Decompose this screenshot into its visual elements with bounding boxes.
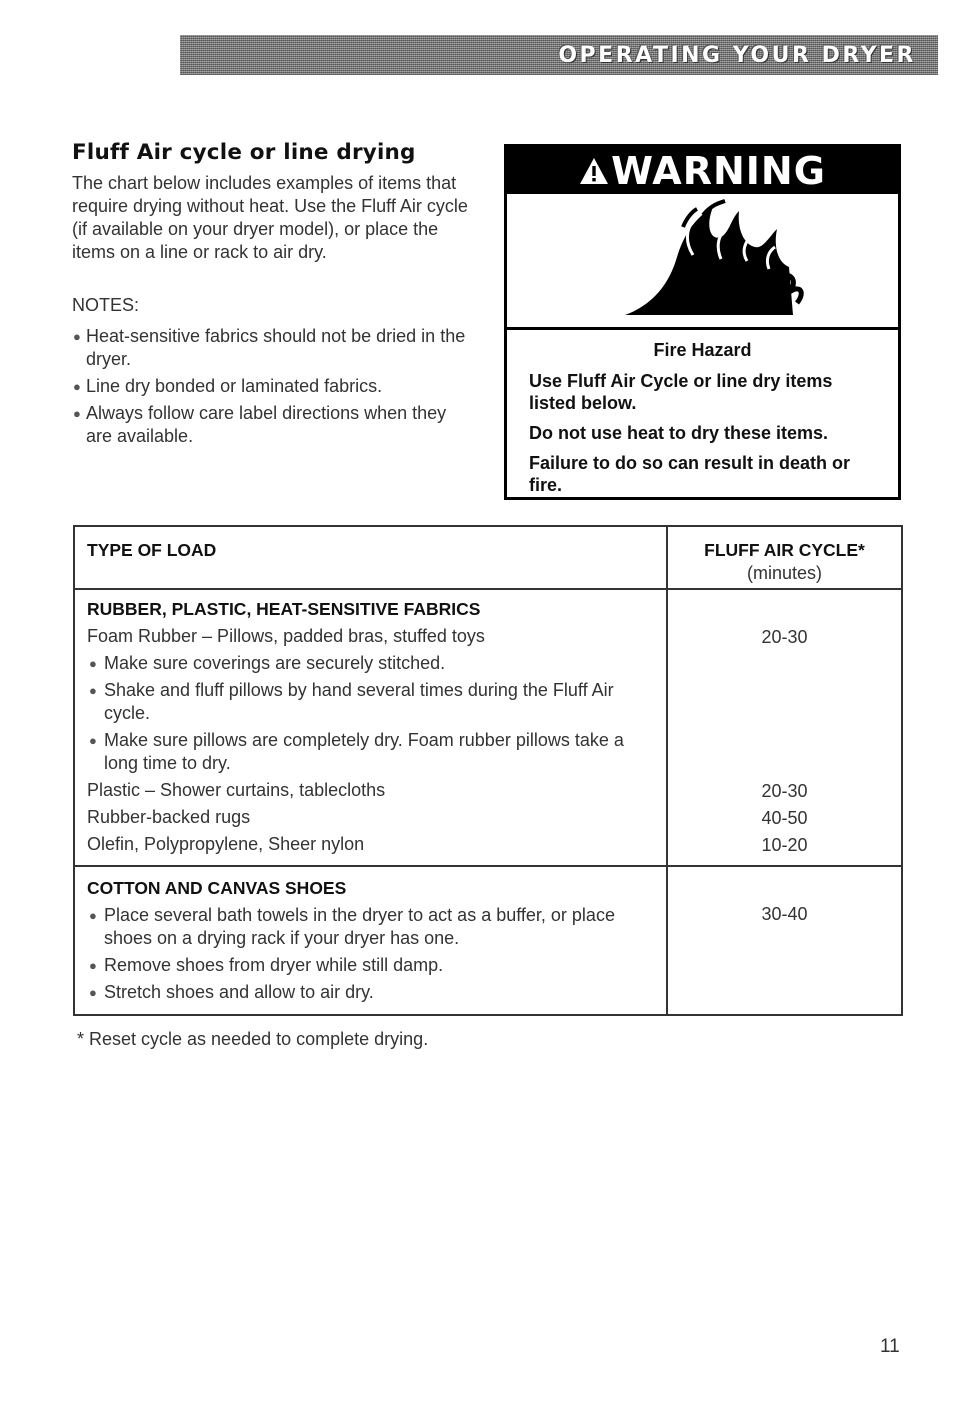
bullet-icon: ● bbox=[89, 958, 97, 973]
header-cell-type bbox=[75, 527, 667, 589]
load-item: Rubber-backed rugs bbox=[87, 807, 251, 827]
group-title: COTTON AND CANVAS SHOES bbox=[87, 878, 347, 898]
notes-label: NOTES: bbox=[72, 295, 140, 315]
warning-title: WARNING bbox=[611, 148, 826, 193]
minutes-value: 20-30 bbox=[761, 781, 808, 801]
load-cell bbox=[75, 866, 667, 1014]
load-item: Plastic – Shower curtains, tablecloths bbox=[87, 780, 386, 800]
minutes-value: 10-20 bbox=[761, 835, 808, 855]
note-text: Heat-sensitive fabrics should not be dried in the dryer. bbox=[86, 326, 466, 369]
table-header-row bbox=[75, 527, 901, 589]
column-header: TYPE OF LOAD bbox=[87, 540, 217, 560]
bullet-icon: ● bbox=[89, 656, 97, 671]
divider bbox=[507, 327, 898, 330]
bullet-icon: ● bbox=[73, 379, 81, 394]
list-item bbox=[87, 954, 656, 977]
list-item-text: Stretch shoes and allow to air dry. bbox=[104, 982, 374, 1002]
bullet-icon: ● bbox=[89, 985, 97, 1000]
bullet-icon: ● bbox=[89, 908, 97, 923]
page-number: 11 bbox=[880, 1336, 900, 1357]
hazard-line: Do not use heat to dry these items. bbox=[529, 423, 829, 443]
minutes-value: 30-40 bbox=[761, 904, 808, 924]
bullet-icon: ● bbox=[73, 329, 81, 344]
fire-hazard-icon bbox=[507, 197, 898, 327]
table-row bbox=[75, 866, 901, 1014]
column-header: FLUFF AIR CYCLE* bbox=[704, 540, 865, 560]
drying-chart-table bbox=[73, 525, 903, 1016]
hazard-image-area bbox=[507, 194, 898, 327]
bullet-icon: ● bbox=[73, 406, 81, 421]
warning-box bbox=[504, 144, 901, 500]
list-item bbox=[87, 679, 656, 725]
bullet-icon: ● bbox=[89, 733, 97, 748]
load-cell bbox=[75, 589, 667, 866]
list-item bbox=[87, 652, 656, 675]
hazard-line: Use Fluff Air Cycle or line dry items listed below. bbox=[529, 371, 833, 413]
minutes-cell bbox=[667, 866, 901, 1014]
bullet-icon: ● bbox=[89, 683, 97, 698]
note-text: Line dry bonded or laminated fabrics. bbox=[86, 376, 383, 396]
section-banner bbox=[180, 35, 938, 75]
list-item-text: Make sure pillows are completely dry. Foam rubber pillows take a long time to dry. bbox=[104, 730, 624, 773]
note-text: Always follow care label directions when they are available. bbox=[86, 403, 447, 446]
hazard-title: Fire Hazard bbox=[653, 340, 752, 360]
hazard-line: Failure to do so can result in death or fire. bbox=[529, 453, 851, 495]
minutes-value: 40-50 bbox=[761, 808, 808, 828]
warning-header bbox=[507, 147, 898, 194]
warning-triangle-icon bbox=[579, 157, 609, 185]
group-title: RUBBER, PLASTIC, HEAT-SENSITIVE FABRICS bbox=[87, 599, 481, 619]
list-item-text: Shake and fluff pillows by hand several times during the Fluff Air cycle. bbox=[104, 680, 614, 723]
load-item: Foam Rubber – Pillows, padded bras, stuffed toys bbox=[87, 626, 485, 646]
header-cell-minutes bbox=[667, 527, 901, 589]
minutes-cell bbox=[667, 589, 901, 866]
banner-title: OPERATING YOUR DRYER bbox=[558, 42, 916, 68]
list-item-text: Place several bath towels in the dryer to act as a buffer, or place shoes on a drying rack if your dryer has one. bbox=[104, 905, 615, 948]
note-item bbox=[73, 402, 466, 448]
table-row bbox=[75, 589, 901, 866]
list-item bbox=[87, 904, 656, 950]
list-item bbox=[87, 981, 656, 1004]
column-subheader: (minutes) bbox=[746, 563, 822, 583]
minutes-value: 20-30 bbox=[761, 627, 808, 647]
list-item-text: Remove shoes from dryer while still damp. bbox=[104, 955, 444, 975]
note-item bbox=[73, 325, 466, 371]
list-item bbox=[87, 729, 656, 775]
intro-paragraph: The chart below includes examples of items that require drying without heat. Use the Fluff Air cycle (if available on your dryer model), or place the items on a line or rack to air dry. bbox=[72, 173, 468, 262]
list-item-text: Make sure coverings are securely stitched. bbox=[104, 653, 446, 673]
load-item: Olefin, Polypropylene, Sheer nylon bbox=[87, 834, 365, 854]
section-title: Fluff Air cycle or line drying bbox=[72, 140, 416, 165]
footnote: * Reset cycle as needed to complete drying. bbox=[77, 1029, 429, 1049]
note-item bbox=[73, 375, 466, 398]
